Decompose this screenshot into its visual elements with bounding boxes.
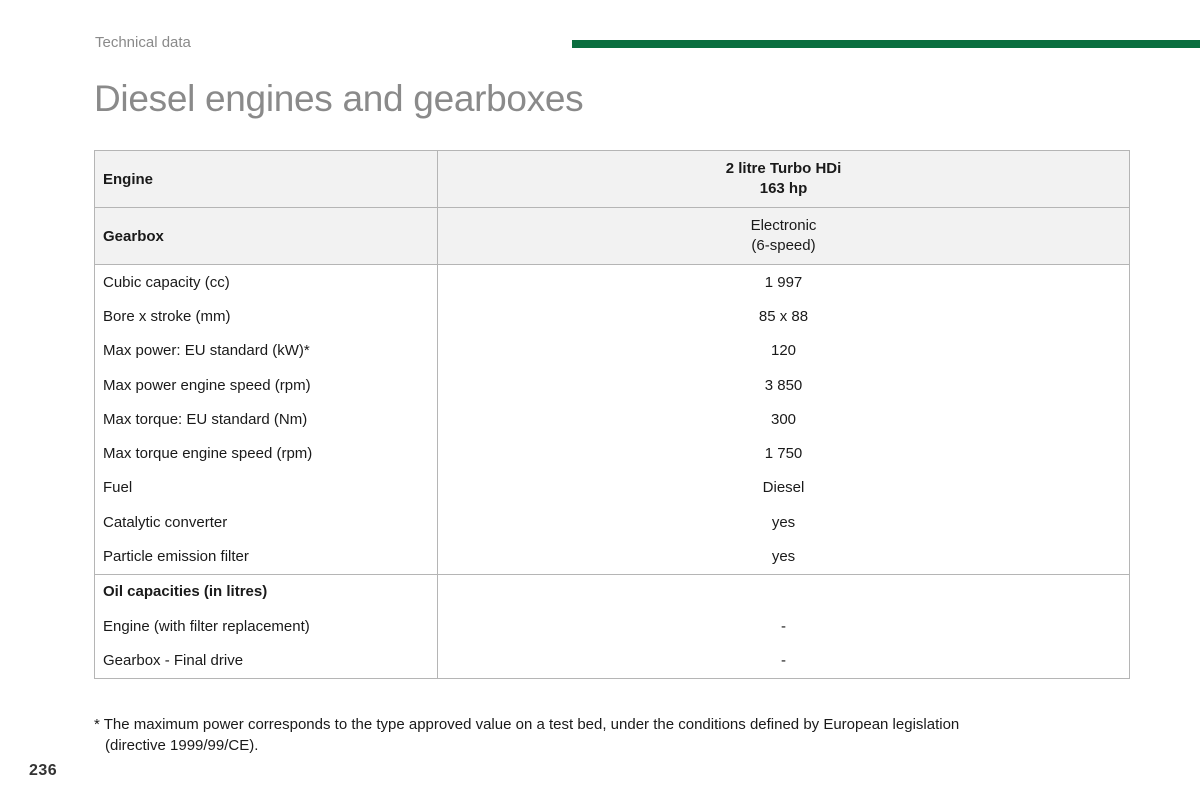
- spec-label: Bore x stroke (mm): [95, 299, 438, 333]
- spec-label: Max power engine speed (rpm): [95, 368, 438, 402]
- spec-label: Max torque: EU standard (Nm): [95, 402, 438, 436]
- table-row: [95, 505, 1130, 539]
- gearbox-label: Gearbox: [95, 208, 438, 265]
- spec-label: Catalytic converter: [95, 505, 438, 539]
- table-row: [95, 539, 1130, 574]
- footnote: [94, 714, 1054, 756]
- table-row: [95, 471, 1130, 505]
- specs-table: [94, 150, 1130, 679]
- table-row: [95, 299, 1130, 333]
- oil-capacities-heading-value: [438, 574, 1130, 609]
- footnote-line2: (directive 1999/99/CE).: [105, 737, 259, 754]
- table-row: [95, 643, 1130, 678]
- spec-value: yes: [438, 539, 1130, 574]
- section-label: Technical data: [95, 34, 191, 51]
- spec-label: Max power: EU standard (kW)*: [95, 334, 438, 368]
- spec-label: Max torque engine speed (rpm): [95, 436, 438, 470]
- spec-label: Cubic capacity (cc): [95, 265, 438, 300]
- spec-value: 85 x 88: [758, 307, 809, 325]
- oil-capacities-heading-row: [95, 574, 1130, 609]
- spec-value: 1 997: [764, 273, 803, 291]
- spec-label: Particle emission filter: [95, 539, 438, 574]
- gearbox-value-line2: (6-speed): [751, 237, 816, 254]
- gearbox-row: [95, 208, 1130, 265]
- engine-value: [438, 151, 1130, 208]
- footnote-line1: * The maximum power corresponds to the type approved value on a test bed, under the conditions defined by European legislation: [94, 716, 960, 733]
- table-row: [95, 265, 1130, 300]
- engine-value-line1: 2 litre Turbo HDi: [725, 160, 842, 177]
- engine-value-line2: 163 hp: [759, 180, 808, 197]
- page-number: 236: [29, 762, 58, 779]
- oil-value: -: [781, 617, 786, 635]
- spec-value: 300: [770, 410, 797, 428]
- table-row: [95, 436, 1130, 470]
- table-row: [95, 609, 1130, 643]
- spec-value: Diesel: [762, 479, 805, 497]
- spec-value: 120: [770, 342, 797, 360]
- oil-label: Gearbox - Final drive: [95, 643, 438, 678]
- oil-value: -: [781, 651, 786, 669]
- page-title: Diesel engines and gearboxes: [94, 78, 584, 119]
- spec-value: 3 850: [764, 376, 803, 394]
- oil-label: Engine (with filter replacement): [95, 609, 438, 643]
- spec-value: yes: [771, 513, 796, 531]
- engine-row: [95, 151, 1130, 208]
- gearbox-value: [438, 208, 1130, 265]
- header-accent-bar: [572, 40, 1200, 48]
- gearbox-value-line1: Electronic: [750, 217, 817, 234]
- table-row: [95, 368, 1130, 402]
- table-row: [95, 402, 1130, 436]
- table-row: [95, 334, 1130, 368]
- oil-capacities-heading: Oil capacities (in litres): [95, 574, 438, 609]
- spec-label: Fuel: [95, 471, 438, 505]
- spec-value: 1 750: [764, 445, 803, 463]
- engine-label: Engine: [95, 151, 438, 208]
